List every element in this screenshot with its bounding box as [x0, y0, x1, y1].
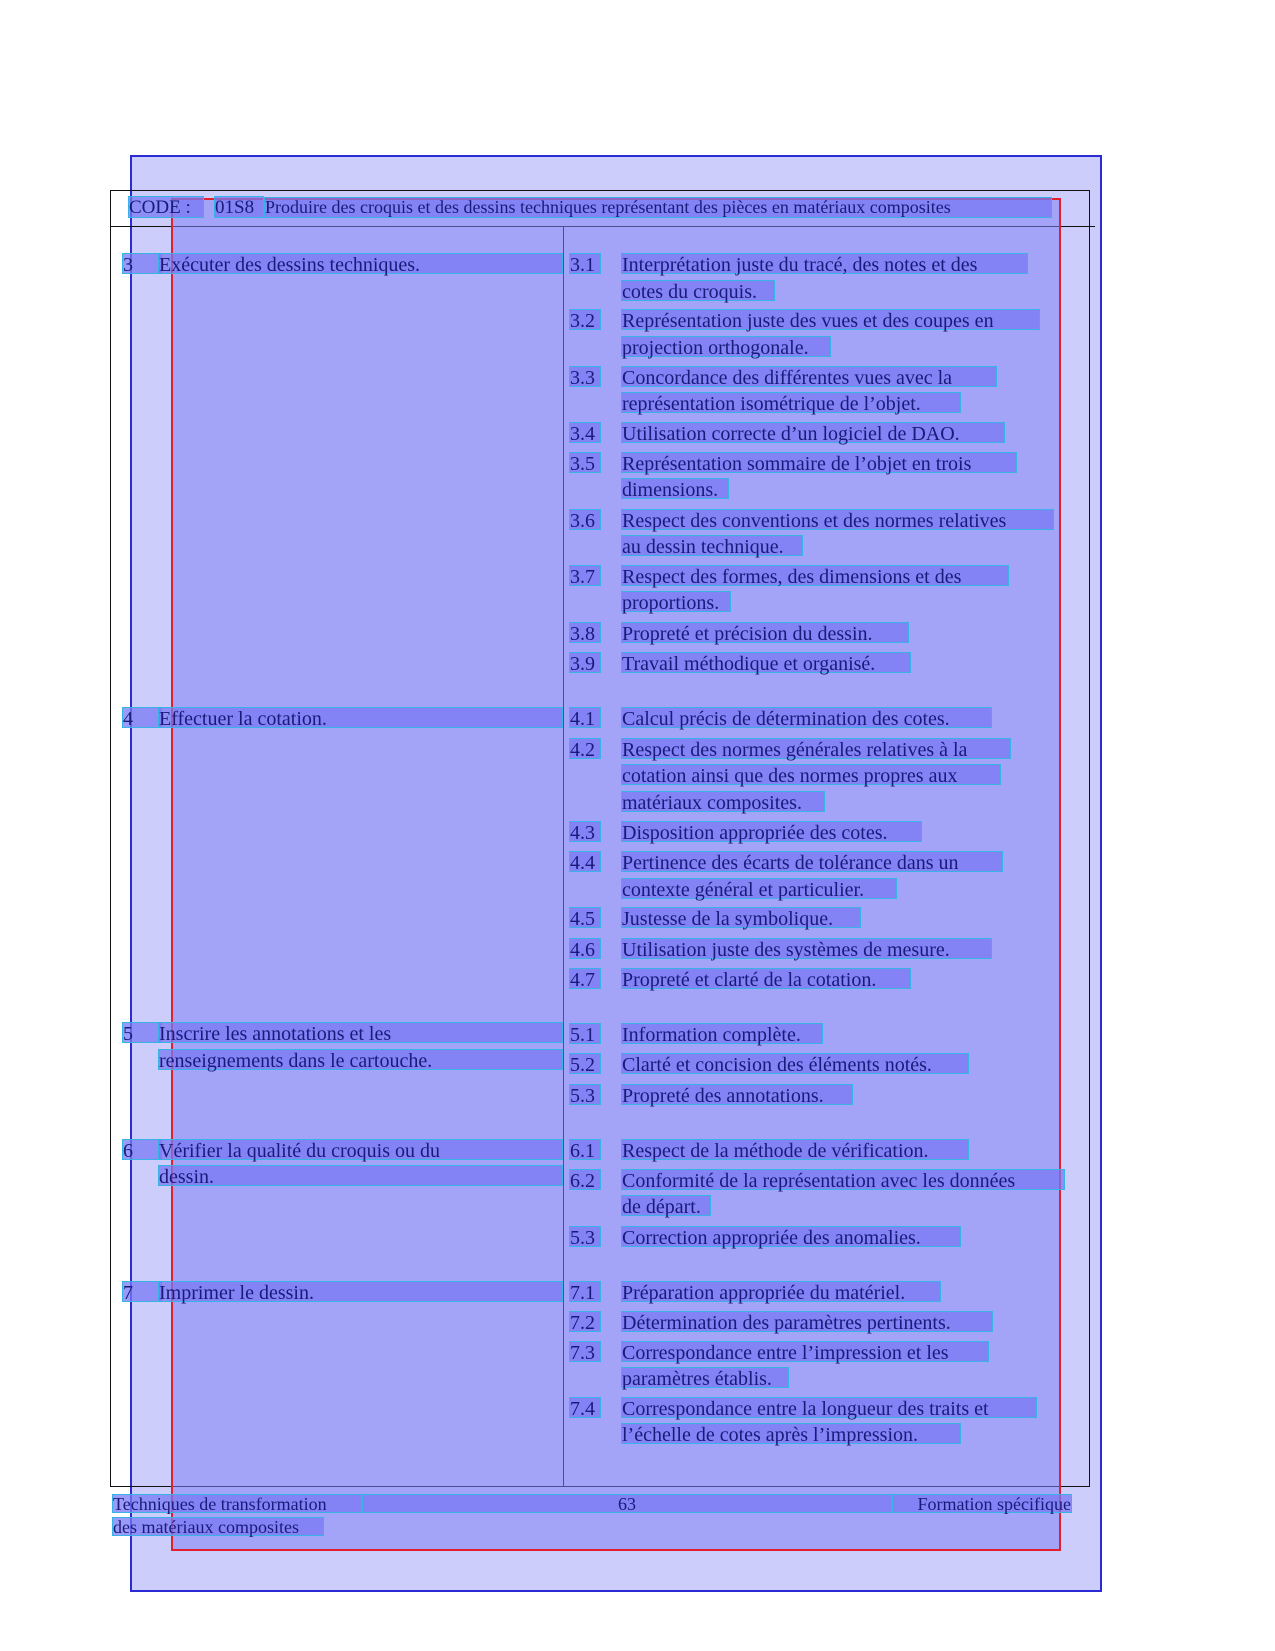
element-number: 4	[122, 707, 162, 728]
criterion-number: 4.3	[569, 821, 601, 842]
criterion-number: 7.3	[569, 1341, 601, 1362]
element-text: renseignements dans le cartouche.	[158, 1049, 563, 1070]
criterion-text: cotation ainsi que des normes propres aux	[621, 764, 1001, 785]
criterion-number: 4.5	[569, 907, 601, 928]
criterion-number: 6.2	[569, 1169, 601, 1190]
element-number: 3	[122, 253, 162, 274]
criterion-text: paramètres établis.	[621, 1367, 789, 1388]
element-number: 7	[122, 1281, 162, 1302]
criterion-text: Information complète.	[621, 1023, 823, 1044]
criterion-text: l’échelle de cotes après l’impression.	[621, 1423, 961, 1444]
criterion-text: Respect des conventions et des normes relatives	[621, 509, 1054, 530]
footer-section: Formation spécifique	[892, 1494, 1072, 1513]
criterion-text: Propreté et précision du dessin.	[621, 622, 909, 643]
criterion-text: Conformité de la représentation avec les données	[621, 1169, 1065, 1190]
criterion-number: 3.2	[569, 309, 601, 330]
element-text: Imprimer le dessin.	[158, 1281, 563, 1302]
criterion-number: 3.3	[569, 366, 601, 387]
element-text: Exécuter des dessins techniques.	[158, 253, 563, 274]
criterion-text: cotes du croquis.	[621, 280, 775, 301]
criterion-number: 5.3	[569, 1226, 601, 1247]
criterion-text: Propreté et clarté de la cotation.	[621, 968, 911, 989]
criterion-number: 3.9	[569, 652, 601, 673]
criterion-number: 3.8	[569, 622, 601, 643]
criterion-text: Utilisation correcte d’un logiciel de DAO.	[621, 422, 1005, 443]
criterion-number: 5.2	[569, 1053, 601, 1074]
element-text: Vérifier la qualité du croquis ou du	[158, 1139, 563, 1160]
criterion-number: 4.2	[569, 738, 601, 759]
element-number: 6	[122, 1139, 162, 1160]
criterion-number: 3.7	[569, 565, 601, 586]
footer-program-line1: Techniques de transformation	[112, 1494, 362, 1513]
criterion-text: Préparation appropriée du matériel.	[621, 1281, 941, 1302]
criterion-number: 7.1	[569, 1281, 601, 1302]
criterion-text: matériaux composites.	[621, 791, 825, 812]
criterion-text: Interprétation juste du tracé, des notes et des	[621, 253, 1028, 274]
criterion-number: 5.3	[569, 1084, 601, 1105]
criterion-text: Représentation juste des vues et des coupes en	[621, 309, 1040, 330]
criterion-text: Travail méthodique et organisé.	[621, 652, 911, 673]
element-text: Effectuer la cotation.	[158, 707, 563, 728]
criterion-text: Clarté et concision des éléments notés.	[621, 1053, 969, 1074]
criterion-text: représentation isométrique de l’objet.	[621, 392, 961, 413]
criterion-text: Respect des formes, des dimensions et des	[621, 565, 1009, 586]
criterion-number: 3.1	[569, 253, 601, 274]
criterion-text: projection orthogonale.	[621, 336, 831, 357]
criterion-text: au dessin technique.	[621, 535, 803, 556]
criterion-text: Respect des normes générales relatives à la	[621, 738, 1011, 759]
code-label: CODE :	[128, 196, 204, 218]
criterion-text: de départ.	[621, 1195, 711, 1216]
criterion-number: 7.2	[569, 1311, 601, 1332]
criterion-text: Propreté des annotations.	[621, 1084, 853, 1105]
element-number: 5	[122, 1022, 162, 1043]
criterion-text: Concordance des différentes vues avec la	[621, 366, 997, 387]
criterion-text: Représentation sommaire de l’objet en trois	[621, 452, 1017, 473]
criterion-number: 3.5	[569, 452, 601, 473]
criterion-text: Correspondance entre l’impression et les	[621, 1341, 989, 1362]
criterion-text: Calcul précis de détermination des cotes.	[621, 707, 992, 728]
element-text: Inscrire les annotations et les	[158, 1022, 563, 1043]
criterion-text: Justesse de la symbolique.	[621, 907, 861, 928]
criterion-number: 7.4	[569, 1397, 601, 1418]
code-value: 01S8	[214, 196, 264, 218]
criterion-text: Correspondance entre la longueur des traits et	[621, 1397, 1037, 1418]
criterion-number: 4.7	[569, 968, 601, 989]
criterion-text: Pertinence des écarts de tolérance dans un	[621, 851, 1003, 872]
criterion-text: Utilisation juste des systèmes de mesure.	[621, 938, 992, 959]
criterion-text: proportions.	[621, 591, 731, 612]
criterion-number: 4.1	[569, 707, 601, 728]
competency-title: Produire des croquis et des dessins techniques représentant des pièces en matériaux composites	[264, 197, 1052, 218]
criterion-text: contexte général et particulier.	[621, 878, 897, 899]
criterion-text: Correction appropriée des anomalies.	[621, 1226, 961, 1247]
page-number: 63	[362, 1494, 892, 1513]
criterion-text: Détermination des paramètres pertinents.	[621, 1311, 993, 1332]
criterion-text: dimensions.	[621, 478, 729, 499]
element-text: dessin.	[158, 1165, 563, 1186]
criterion-text: Disposition appropriée des cotes.	[621, 821, 922, 842]
footer-program-line2: des matériaux composites	[112, 1517, 324, 1536]
criterion-number: 3.6	[569, 509, 601, 530]
criterion-text: Respect de la méthode de vérification.	[621, 1139, 969, 1160]
criterion-number: 5.1	[569, 1023, 601, 1044]
criterion-number: 4.4	[569, 851, 601, 872]
criterion-number: 3.4	[569, 422, 601, 443]
criterion-number: 6.1	[569, 1139, 601, 1160]
criterion-number: 4.6	[569, 938, 601, 959]
